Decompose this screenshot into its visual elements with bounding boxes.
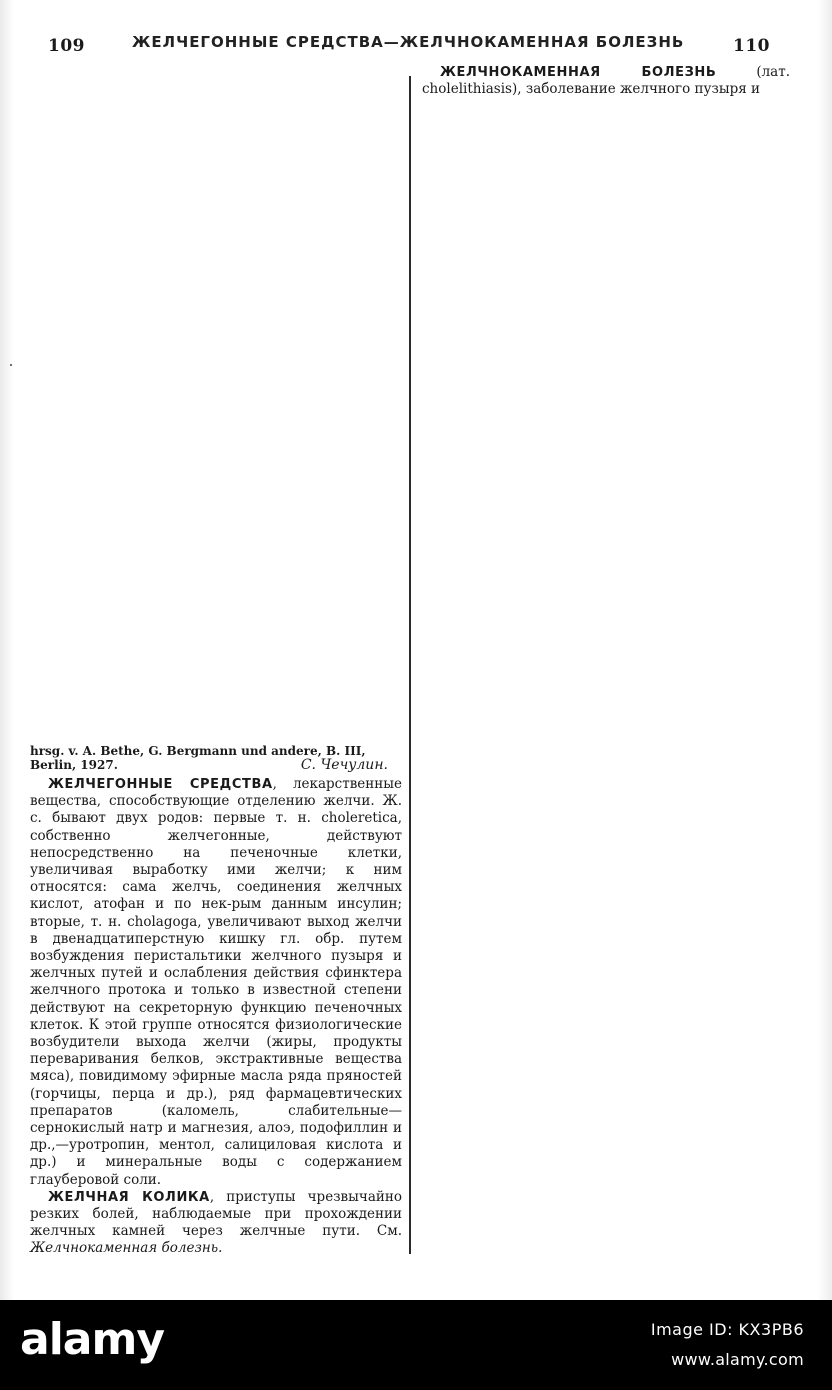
entry-cholagogues (30, 776, 402, 1189)
reference-line: hrsg. v. A. Bethe, G. Bergmann und andere, B. III, (30, 744, 366, 758)
entry-text: , приступы чрезвычайно резких болей, наблюдаемые при прохождении желчных камней через желчные пути. См. (30, 1188, 402, 1240)
entry-headword: ЖЕЛЧЕГОННЫЕ СРЕДСТВА (48, 777, 273, 792)
author-signature: С. Чечулин. (300, 757, 388, 773)
entry-text: (лат. cholelithiasis), заболевание желчного пузыря и (422, 64, 790, 97)
watermark-url: www.alamy.com (671, 1350, 804, 1369)
reference-row (30, 758, 402, 772)
watermark-banner (0, 1300, 832, 1390)
entry-headword: ЖЕЛЧНОКАМЕННАЯ БОЛЕЗНЬ (440, 65, 717, 80)
scan-shadow-right (818, 0, 832, 1300)
scan-shadow-left (0, 0, 14, 1300)
scan-speck (10, 364, 12, 366)
column-divider (409, 76, 411, 1254)
right-column (422, 64, 790, 98)
page-number-right: 110 (733, 36, 770, 56)
cross-reference: Желчнокаменная болезнь. (30, 1240, 223, 1257)
reference-place-year: Berlin, 1927. (30, 758, 118, 772)
entry-cholelithiasis (422, 64, 790, 98)
running-head: ЖЕЛЧЕГОННЫЕ СРЕДСТВА—ЖЕЛЧНОКАМЕННАЯ БОЛЕЗНЬ (132, 33, 685, 51)
entry-text: , лекарственные вещества, способствующие отделению желчи. Ж. с. бывают двух родов: первые т. н. choleretica, собственно желчегонные, действуют непосредственно на печеночные клетки, увеличивая выработку ими желчи; к ним относятся: сама желчь, соединения желчных кислот, атофан и по нек-рым данным инсулин; вторые, т. н. cholagoga, увеличивают выход желчи в двенадцатиперстную кишку гл. обр. путем возбуждения перистальтики желчного пузыря и желчных путей и ослабления действия сфинктера желчного протока и только в известной степени действуют на секреторную функцию печеночных клеток. К этой группе относятся физиологические возбудители выхода желчи (жиры, продукты переваривания белков, экстрактивные вещества мяса), повидимому эфирные масла ряда пряностей (горчицы, перца и др.), ряд фармацевтических препаратов (каломель, слабительные—сернокислый натр и магнезия, алоэ, подофиллин и др.,—уротропин, ментол, салициловая кислота и др.) и минеральные воды с содержанием глауберовой соли. (30, 776, 403, 1188)
page-number-left: 109 (48, 36, 85, 56)
entry-headword: ЖЕЛЧНАЯ КОЛИКА (48, 1189, 210, 1205)
image-id-label: Image ID: KX3PB6 (650, 1320, 804, 1339)
left-column (30, 744, 402, 1258)
alamy-logo: alamy (20, 1314, 164, 1365)
entry-biliary-colic (30, 1189, 402, 1258)
